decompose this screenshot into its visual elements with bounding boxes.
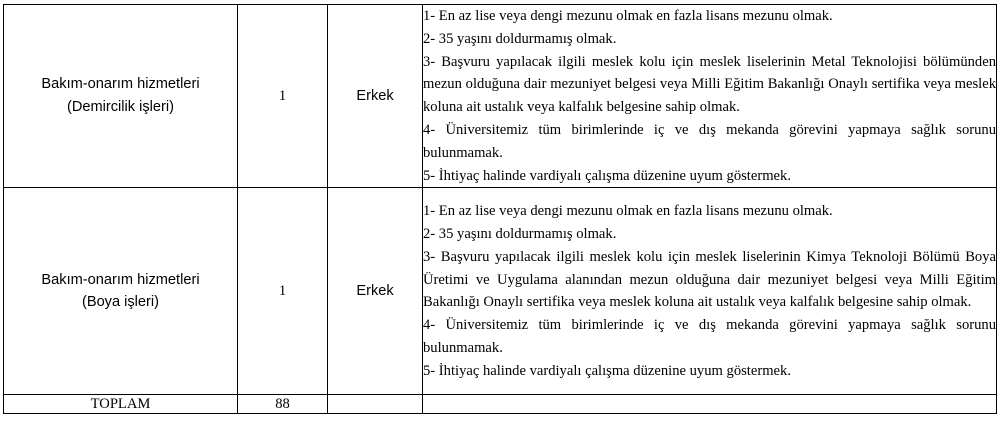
position-title: Bakım-onarım hizmetleri [41,271,200,288]
count-cell: 1 [238,188,328,395]
position-subtitle: (Demircilik işleri) [66,99,174,116]
table-row [4,188,997,395]
requirement-item: 5- İhtiyaç halinde vardiyalı çalışma düzenine uyum göstermek. [423,362,791,379]
requirement-item: 4- Üniversitemiz tüm birimlerinde iç ve dış mekanda görevini yapmaya sağlık sorunu bulunmamak. [423,121,996,161]
requirements-cell [423,188,997,395]
empty-cell [423,395,997,414]
requirement-item: 3- Başvuru yapılacak ilgili meslek kolu için meslek liselerinin Kimya Teknoloji Bölümü Boya Üretimi ve Uygulama alanından mezun olduğuna dair mezuniyet belgesi veya Milli Eğitim Bakanlığı Onaylı sertifika veya meslek koluna ait ustalık veya kalfalık belgesine sahip olmak. [423,248,996,311]
position-subtitle: (Boya işleri) [81,294,160,311]
total-label: TOPLAM [4,395,238,414]
requirement-item: 2- 35 yaşını doldurmamış olmak. [423,225,617,242]
total-count: 88 [238,395,328,414]
empty-cell [328,395,423,414]
position-cell [4,188,238,395]
requirement-item: 5- İhtiyaç halinde vardiyalı çalışma düzenine uyum göstermek. [423,167,791,184]
requirement-item: 2- 35 yaşını doldurmamış olmak. [423,30,617,47]
requirements-cell [423,5,997,188]
requirement-item: 1- En az lise veya dengi mezunu olmak en fazla lisans mezunu olmak. [423,8,833,24]
gender-cell: Erkek [328,5,423,188]
requirement-item: 1- En az lise veya dengi mezunu olmak en fazla lisans mezunu olmak. [423,203,833,220]
gender-cell: Erkek [328,188,423,395]
count-cell: 1 [238,5,328,188]
requirements-table [3,4,997,414]
total-row [4,395,997,414]
table-row [4,5,997,188]
position-cell [4,5,238,188]
requirement-item: 4- Üniversitemiz tüm birimlerinde iç ve dış mekanda görevini yapmaya sağlık sorunu bulunmamak. [423,317,996,356]
position-title: Bakım-onarım hizmetleri [41,76,200,93]
requirement-item: 3- Başvuru yapılacak ilgili meslek kolu için meslek liselerinin Metal Teknolojisi bölümünden mezun olduğuna dair mezuniyet belgesi veya Milli Eğitim Bakanlığı Onaylı sertifika veya meslek koluna ait ustalık veya kalfalık belgesine sahip olmak. [423,53,996,116]
